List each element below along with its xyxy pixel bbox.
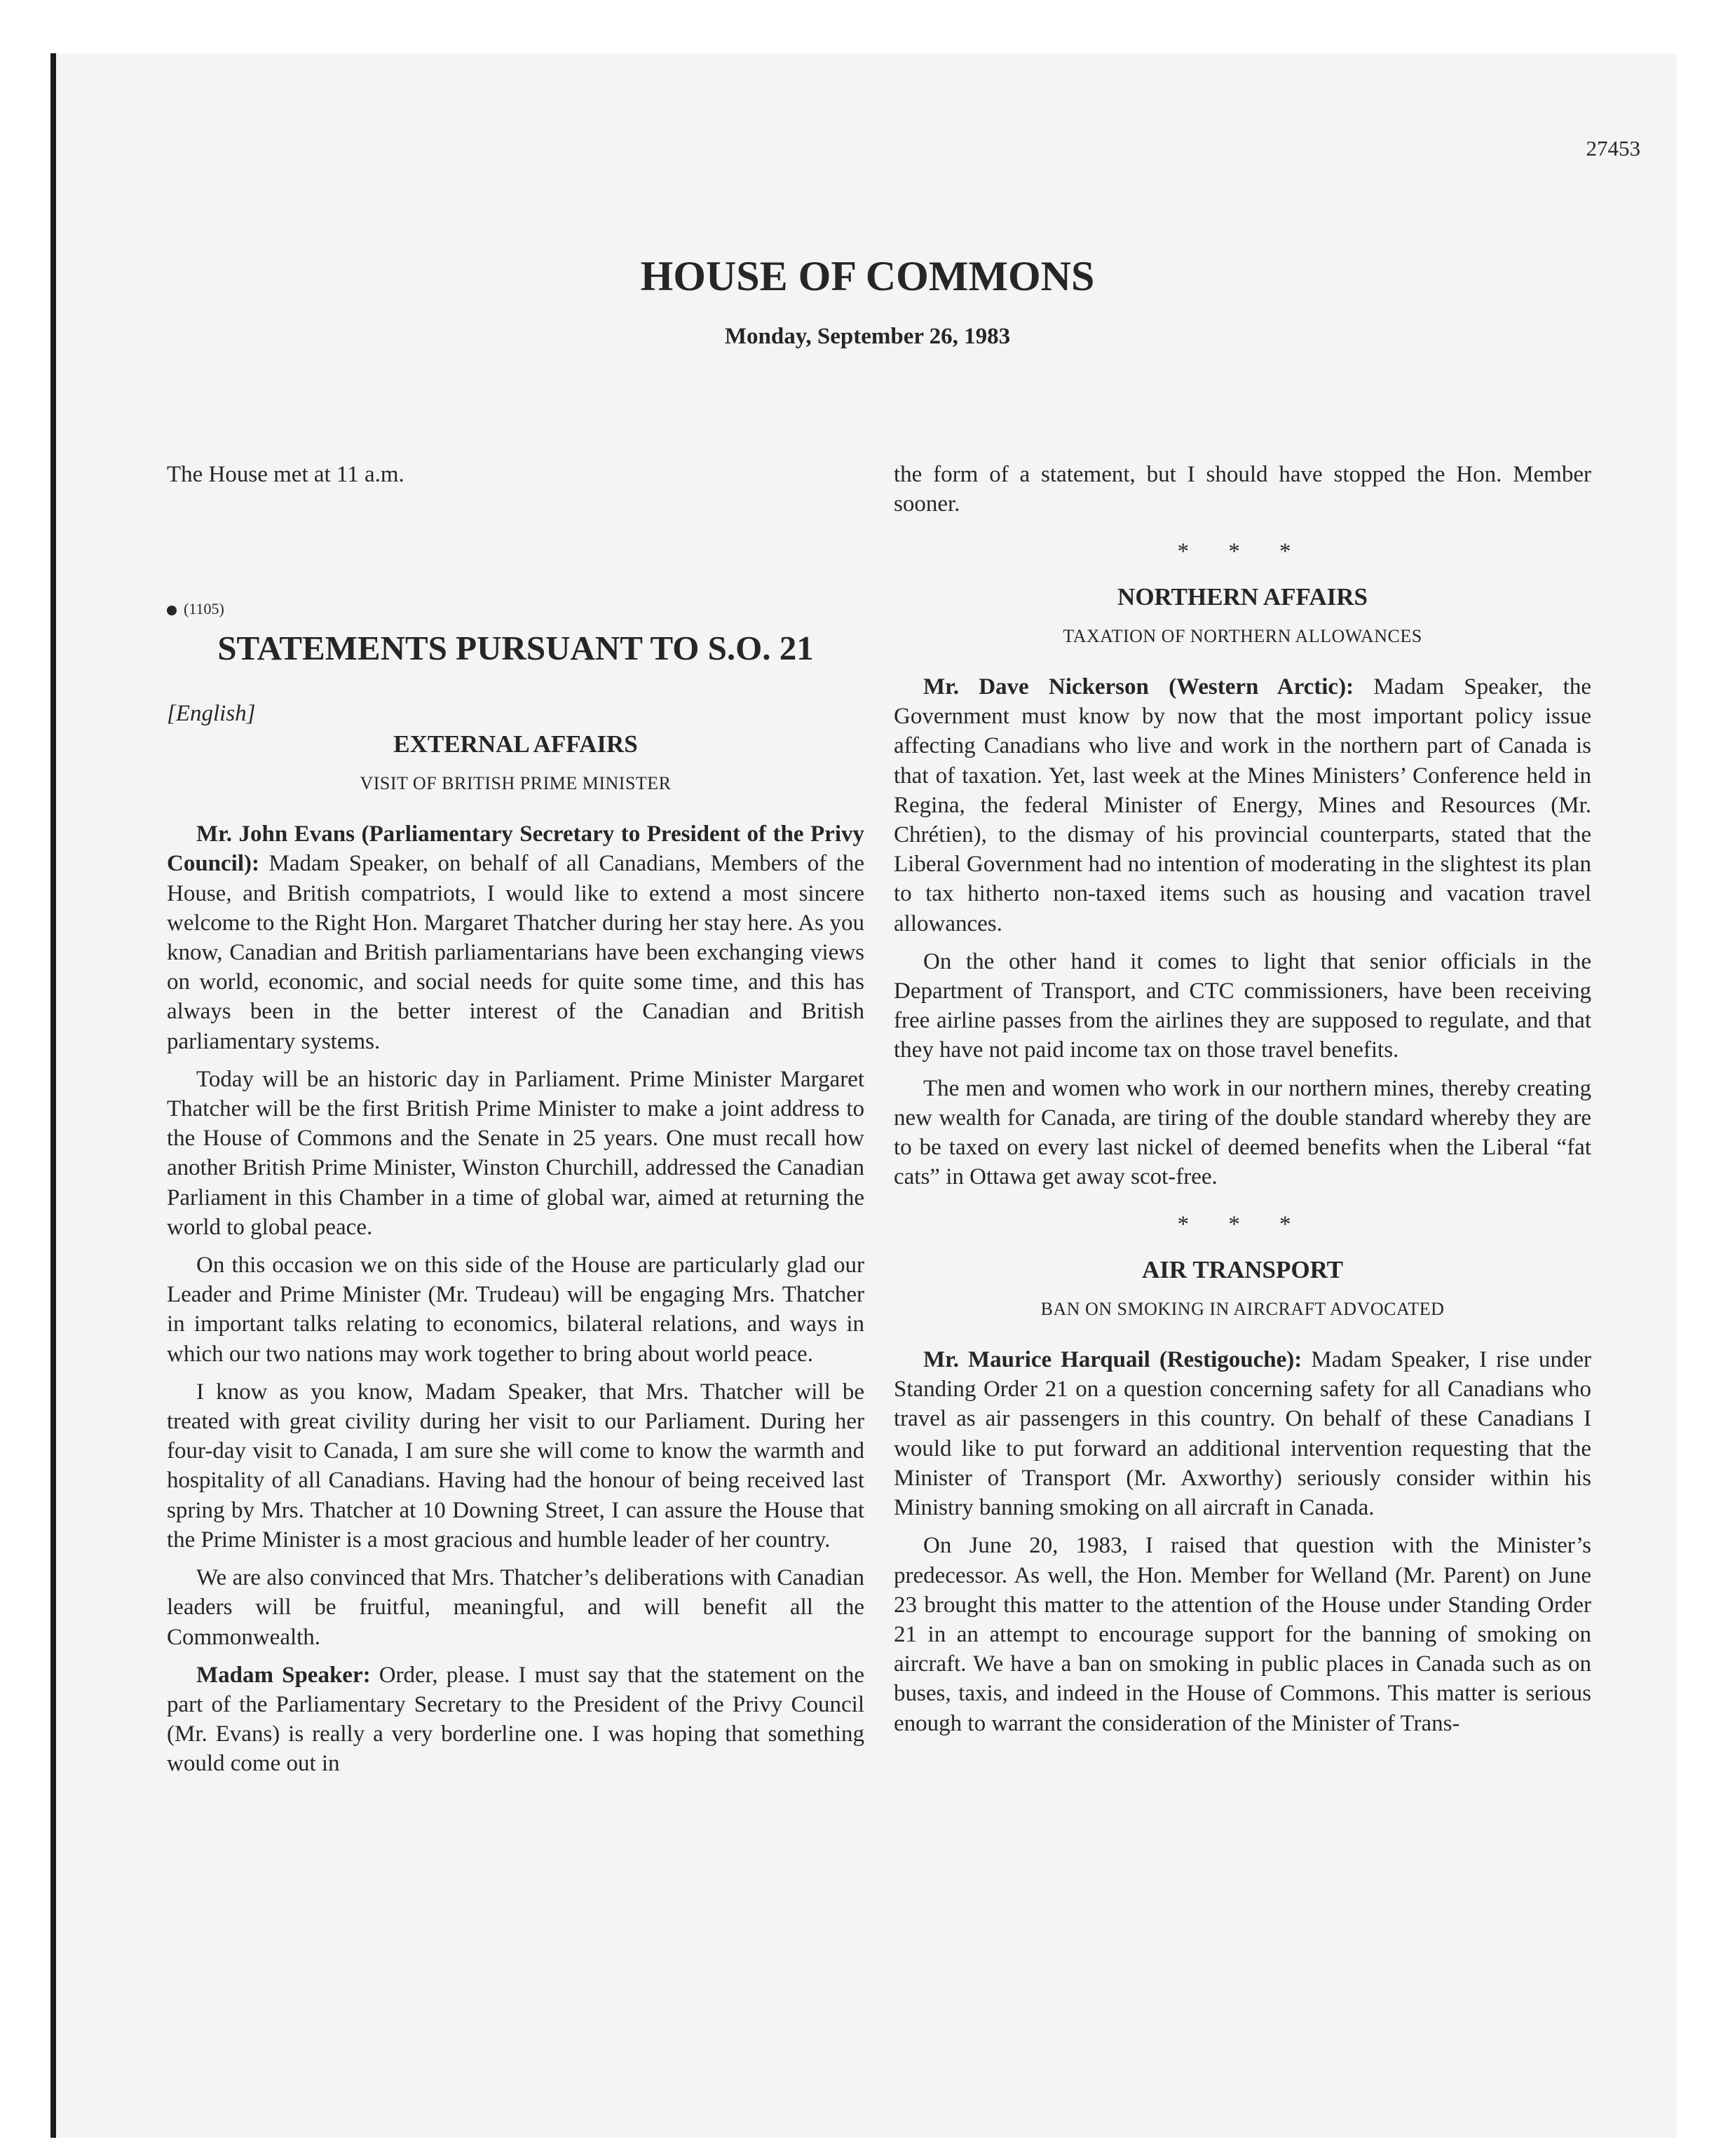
right-column [894,460,1591,1747]
time-marker [167,594,864,624]
paragraph: Mr. Dave Nickerson (Western Arctic): Madam Speaker, the Government must know by now that the most important policy issue affecting Canadians who live and work in the northern part of Canada is that of taxation. Yet, last week at the Mines Ministers’ Conference held in Regina, the federal Minister of Energy, Mines and Resources (Mr. Chrétien), to the dismay of his provincial counterparts, stated that the Liberal Government had no intention of moderating in the slightest its plan to tax hitherto non-taxed items such as housing and vacation travel allowances. [894,674,1591,936]
paragraph: Mr. John Evans (Parliamentary Secretary to President of the Privy Council): Madam Speaker, on behalf of all Canadians, Members of the House, and British compatriots, I would like to extend a most sincere welcome to the Right Hon. Margaret Thatcher during her stay here. As you know, Canadian and British parliamentarians have been exchanging views on world, economic, and social needs for quite some time, and this has always been in the better interest of the Canadian and British parliamentary systems. [167,821,864,1054]
heading-northern-affairs: NORTHERN AFFAIRS [1117,582,1368,610]
time-marker-text: (1105) [184,600,224,618]
subheading-smoking-ban: BAN ON SMOKING IN AIRCRAFT ADVOCATED [1040,1298,1445,1319]
paragraph: On the other hand it comes to light that senior officials in the Department of Transport, and CTC commissioners, have been receiving free airline passes from the airlines they are supposed to regulate, and that they have not paid income tax on those travel benefits. [894,948,1591,1063]
separator: * * * [1177,539,1308,565]
paragraph: Madam Speaker: Order, please. I must say that the statement on the part of the Parliamentary Secretary to the President of the Privy Council (Mr. Evans) is really a very borderline one. I was hoping that something would come out in [167,1662,864,1777]
heading-external-affairs: EXTERNAL AFFAIRS [393,730,638,758]
page-title: HOUSE OF COMMONS [640,253,1095,299]
subheading-taxation: TAXATION OF NORTHERN ALLOWANCES [1063,625,1422,646]
speaker-name: Mr. Maurice Harquail (Restigouche): [923,1347,1302,1373]
heading-air-transport: AIR TRANSPORT [1142,1255,1343,1283]
bullet-icon [167,606,177,615]
language-tag: [English] [167,700,256,726]
paragraph: Today will be an historic day in Parliament. Prime Minister Margaret Thatcher will be the first British Prime Minister to make a joint address to the House of Commons and the Senate in 25 years. One must recall how another British Prime Minister, Winston Churchill, addressed the Canadian Parliament in this Chamber in a time of global war, aimed at returning the world to global peace. [167,1066,864,1240]
scan-edge [50,53,56,2138]
page-number: 27453 [1586,136,1640,161]
paragraph: We are also convinced that Mrs. Thatcher’s deliberations with Canadian leaders will be fruitful, meaningful, and will benefit all the Commonwealth. [167,1565,864,1650]
opening-line: The House met at 11 a.m. [167,462,404,487]
paragraph: I know as you know, Madam Speaker, that Mrs. Thatcher will be treated with great civility during her visit to our Parliament. During her four-day visit to Canada, I am sure she will come to know the warmth and hospitality of all Canadians. Having had the honour of being received last spring by Mrs. Thatcher at 10 Downing Street, I can assure the House that the Prime Minister is a most gracious and humble leader of her country. [167,1379,864,1553]
subheading-visit: VISIT OF BRITISH PRIME MINISTER [360,773,672,794]
sitting-date: Monday, September 26, 1983 [724,324,1011,349]
paragraph: Mr. Maurice Harquail (Restigouche): Madam Speaker, I rise under Standing Order 21 on a question concerning safety for all Canadians who travel as air passengers in this country. On behalf of these Canadians I would like to put forward an additional intervention requesting that the Minister of Transport (Mr. Axworthy) seriously consider within his Ministry banning smoking on all aircraft in Canada. [894,1347,1591,1521]
paragraph: On this occasion we on this side of the House are particularly glad our Leader and Prime Minister (Mr. Trudeau) will be engaging Mrs. Thatcher in important talks relating to economics, bilateral relations, and ways in which our two nations may work together to bring about world peace. [167,1253,864,1367]
paragraph: On June 20, 1983, I raised that question with the Minister’s predecessor. As well, the Hon. Member for Welland (Mr. Parent) on June 23 brought this matter to the attention of the House under Standing Order 21 in an attempt to encourage support for the banning of smoking on aircraft. We have a ban on smoking in public places in Canada such as on buses, taxis, and indeed in the House of Commons. This matter is serious enough to warrant the consideration of the Minister of Trans- [894,1533,1591,1736]
speaker-name: Madam Speaker: [196,1662,371,1688]
speaker-name: Mr. Dave Nickerson (Western Arctic): [923,674,1354,700]
separator: * * * [1177,1212,1308,1238]
paragraph-continuation: the form of a statement, but I should have stopped the Hon. Member sooner. [894,462,1591,517]
section-title: STATEMENTS PURSUANT TO S.O. 21 [217,629,814,668]
paragraph: The men and women who work in our northern mines, thereby creating new wealth for Canada, are tiring of the double standard whereby they are to be taxed on every last nickel of deemed benefits when the Liberal “fat cats” in Ottawa get away scot-free. [894,1075,1591,1190]
left-column [167,460,864,1787]
speaker-name: Mr. John Evans (Parliamentary Secretary to President of the Privy Council): [167,821,864,877]
